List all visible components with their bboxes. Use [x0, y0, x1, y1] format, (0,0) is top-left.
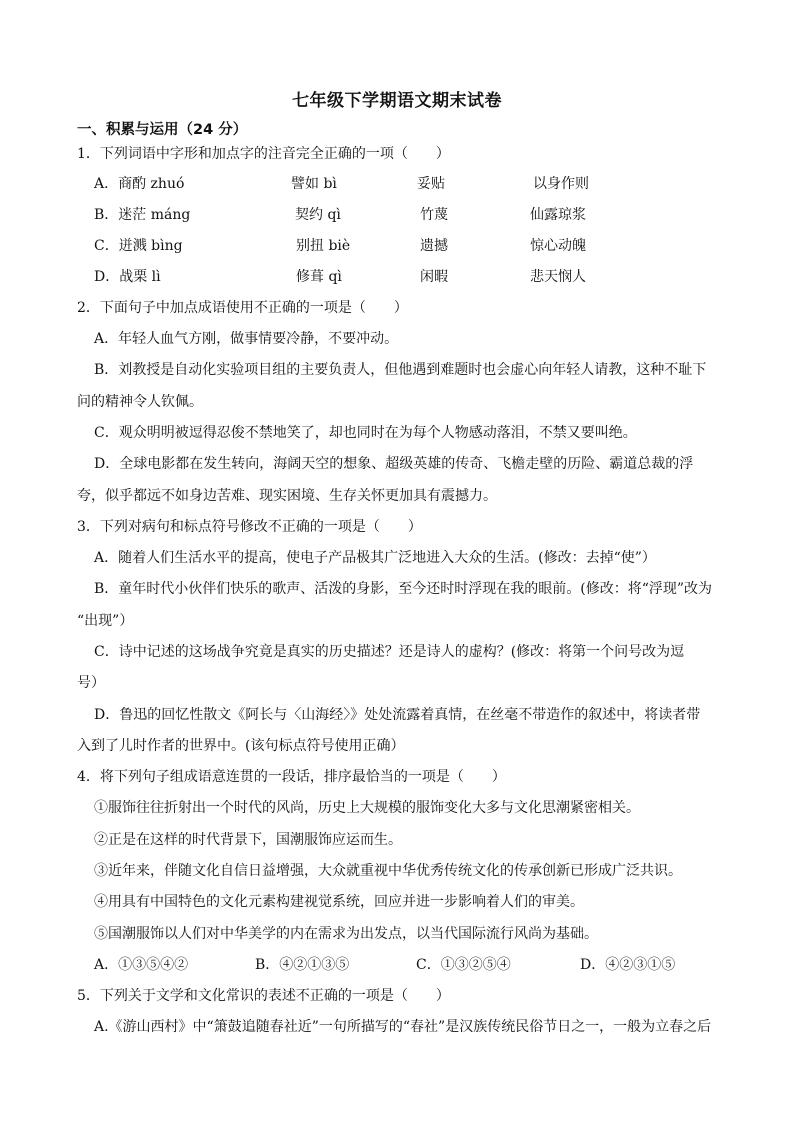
- q1-option-c-word1: C．迸溅 bìng: [94, 238, 183, 254]
- section-heading: 一、积累与运用（24 分）: [77, 122, 248, 138]
- q1-option-a-word1: A．商酌 zhuó: [94, 176, 185, 192]
- q2-option-d-line2: 夸，似乎都远不如身边苦难、现实困境、生存关怀更加具有震撼力。: [77, 488, 497, 504]
- page-title: 七年级下学期语文期末试卷: [292, 91, 502, 111]
- q1-option-a-word4: 以身作则: [533, 176, 589, 192]
- q4-sentence-5: ⑤国潮服饰以人们对中华美学的内在需求为出发点，以当代国际流行风尚为基础。: [94, 926, 598, 942]
- q1-option-b-word1: B．迷茫 máng: [94, 207, 191, 223]
- q1-option-b-word3: 竹蔑: [420, 207, 448, 223]
- question-3-stem: 3．下列对病句和标点符号修改不正确的一项是（ ）: [77, 519, 422, 535]
- q2-option-d-line1: D．全球电影都在发生转向，海阔天空的想象、超级英雄的传奇、飞檐走壁的历险、霸道总裁的浮: [94, 456, 694, 472]
- q4-option-b: B．④②①③⑤: [255, 957, 350, 973]
- q1-option-d-word3: 闲暇: [420, 269, 448, 285]
- q5-option-a-line1: A.《游山西村》中“箫鼓追随春社近”一句所描写的“春社”是汉族传统民俗节日之一，一般为立春之后: [94, 1019, 712, 1035]
- q4-sentence-3: ③近年来，伴随文化自信日益增强，大众就重视中华优秀传统文化的传承创新已形成广泛共识。: [94, 863, 682, 879]
- q4-option-a: A．①③⑤④②: [94, 957, 189, 973]
- q3-option-c-line1: C．诗中记述的这场战争究竟是真实的历史描述？还是诗人的虚构？(修改：将第一个问号改为逗: [94, 644, 685, 660]
- q4-option-d: D．④②③①⑤: [580, 957, 676, 973]
- q3-option-b-line1: B．童年时代小伙伴们快乐的歌声、活泼的身影，至今还时时浮现在我的眼前。(修改：将“浮现”改为: [94, 581, 713, 597]
- q1-option-d-word1: D．战栗 lì: [94, 269, 161, 285]
- q3-option-d-line1: D．鲁迅的回忆性散文《阿长与〈山海经〉》处处流露着真情，在丝毫不带造作的叙述中，将读者带: [94, 707, 701, 723]
- q3-option-c-line2: 号）: [77, 675, 105, 691]
- q4-option-c: C．①③②⑤④: [416, 957, 511, 973]
- q1-option-d-word2: 修葺 qì: [296, 269, 342, 285]
- q1-option-c-word4: 惊心动魄: [530, 238, 586, 254]
- q3-option-a: A．随着人们生活水平的提高，使电子产品极其广泛地进入大众的生活。(修改：去掉“使”）: [94, 550, 656, 566]
- question-4-stem: 4．将下列句子组成语意连贯的一段话，排序最恰当的一项是（ ）: [77, 769, 506, 785]
- q3-option-b-line2: “出现”）: [77, 613, 134, 629]
- question-2-stem: 2．下面句子中加点成语使用不正确的一项是（ ）: [77, 300, 408, 316]
- q1-option-c-word2: 别扭 biè: [296, 238, 351, 254]
- q1-option-d-word4: 悲天悯人: [530, 269, 586, 285]
- q1-option-c-word3: 遗撼: [420, 238, 448, 254]
- q1-option-b-word4: 仙露琼浆: [530, 207, 586, 223]
- q1-option-a-word3: 妥贴: [417, 176, 445, 192]
- q2-option-b-line1: B．刘教授是自动化实验项目组的主要负责人，但他遇到难题时也会虚心向年轻人请教，这种不耻下: [94, 362, 707, 378]
- q1-option-a-word2: 譬如 bì: [291, 176, 337, 192]
- q2-option-b-line2: 问的精神令人钦佩。: [77, 394, 203, 410]
- q2-option-c: C．观众明明被逗得忍俊不禁地笑了，却也同时在为每个人物感动落泪，不禁又要叫绝。: [94, 425, 637, 441]
- question-5-stem: 5．下列关于文学和文化常识的表述不正确的一项是（ ）: [77, 988, 450, 1004]
- question-1-stem: 1．下列词语中字形和加点字的注音完全正确的一项（ ）: [77, 146, 450, 162]
- q3-option-d-line2: 入到了儿时作者的世界中。(该句标点符号使用正确）: [77, 738, 405, 754]
- q4-sentence-1: ①服饰往往折射出一个时代的风尚，历史上大规模的服饰变化大多与文化思潮紧密相关。: [94, 800, 640, 816]
- q4-sentence-4: ④用具有中国特色的文化元素构建视觉系统，回应并进一步影响着人们的审美。: [94, 894, 584, 910]
- q4-sentence-2: ②正是在这样的时代背景下，国潮服饰应运而生。: [94, 832, 402, 848]
- q1-option-b-word2: 契约 qì: [295, 207, 341, 223]
- q2-option-a: A．年轻人血气方刚，做事情要冷静，不要冲动。: [94, 331, 399, 347]
